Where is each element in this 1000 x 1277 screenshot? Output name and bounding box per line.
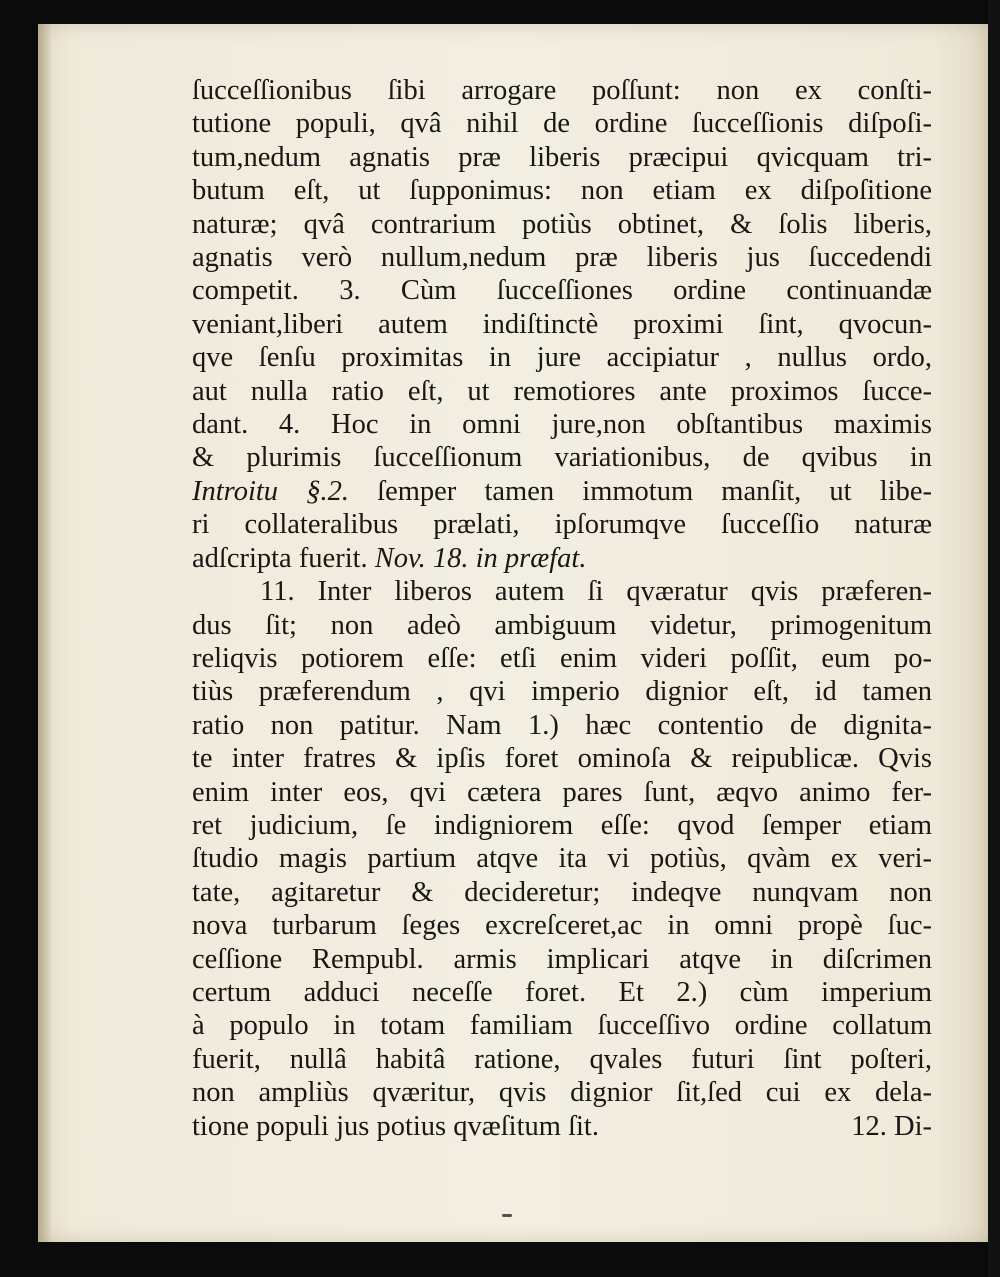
text-line: tutione populi, qvâ nihil de ordine ſucceſſionis diſpoſi-: [192, 108, 932, 140]
text-line: te inter fratres & ipſis foret ominoſa & reipublicæ. Qvis: [192, 743, 932, 775]
citation-novella: Nov. 18. in præfat.: [374, 542, 587, 574]
text-line: ratio non patitur. Nam 1.) hæc contentio de dignita-: [192, 709, 932, 741]
text-line-with-reference: [192, 475, 932, 508]
text-line: qve ſenſu proximitas in jure accipiatur , nullus ordo,: [192, 342, 932, 374]
text-line: nova turbarum ſeges excreſceret,ac in omni propè ſuc-: [192, 910, 932, 942]
text-line: & plurimis ſucceſſionum variationibus, de qvibus in: [192, 442, 932, 474]
text-line: fuerit, nullâ habitâ ratione, qvales futuri ſint poſteri,: [192, 1043, 932, 1075]
text-line: ſucceſſionibus ſibi arrogare poſſunt: non ex conſti-: [192, 75, 932, 106]
text-segment: tione populi jus potius qvæſitum ſit.: [192, 1110, 599, 1142]
text-line-with-reference: [192, 542, 932, 575]
page-text-block: [192, 74, 932, 1143]
text-line: ret judicium, ſe indigniorem eſſe: qvod ſemper etiam: [192, 809, 932, 841]
text-line: non ampliùs qværitur, qvis dignior ſit,ſed cui ex dela-: [192, 1077, 932, 1109]
text-line: aut nulla ratio eſt, ut remotiores ante proximos ſucce-: [192, 375, 932, 407]
text-line: ceſſione Rempubl. armis implicari atqve in diſcrimen: [192, 943, 932, 975]
page-gutter-shadow: [38, 24, 52, 1242]
text-line: à populo in totam familiam ſucceſſivo ordine collatum: [192, 1010, 932, 1042]
text-line: certum adduci neceſſe foret. Et 2.) cùm imperium: [192, 976, 932, 1008]
citation-introitu: Introitu §.2.: [192, 475, 349, 507]
text-line: agnatis verò nullum,nedum præ liberis jus ſuccedendi: [192, 242, 932, 274]
text-line: dant. 4. Hoc in omni jure,non obſtantibus maximis: [192, 409, 932, 441]
text-line: ſtudio magis partium atqve ita vi potiùs, qvàm ex veri-: [192, 843, 932, 875]
text-line: reliqvis potiorem eſſe: etſi enim videri poſſit, eum po-: [192, 642, 932, 674]
text-line: dus ſit; non adeò ambiguum videtur, primogenitum: [192, 609, 932, 641]
page-mark: [502, 1214, 512, 1217]
catchword: 12. Di-: [851, 1110, 932, 1142]
text-line: enim inter eos, qvi cætera pares ſunt, æqvo animo fer-: [192, 776, 932, 808]
final-line: [192, 1110, 932, 1143]
scan-edge: [988, 0, 1000, 1277]
text-segment: adſcripta fuerit.: [192, 542, 375, 574]
text-line: ri collateralibus prælati, ipſorumqve ſucceſſio naturæ: [192, 509, 932, 541]
text-segment: ſemper tamen immotum manſit, ut libe-: [348, 475, 932, 507]
text-line: veniant,liberi autem indiſtinctè proximi ſint, qvocun-: [192, 308, 932, 340]
text-line: naturæ; qvâ contrarium potiùs obtinet, & ſolis liberis,: [192, 208, 932, 240]
text-line: butum eſt, ut ſupponimus: non etiam ex diſpoſitione: [192, 175, 932, 207]
paragraph-start-line: 11. Inter liberos autem ſi qværatur qvis præferen-: [260, 576, 932, 608]
text-line: tate, agitaretur & decideretur; indeqve nunqvam non: [192, 876, 932, 908]
text-line: tiùs præferendum , qvi imperio dignior eſt, id tamen: [192, 676, 932, 708]
text-line: competit. 3. Cùm ſucceſſiones ordine continuandæ: [192, 275, 932, 307]
text-line: tum,nedum agnatis præ liberis præcipui qvicquam tri-: [192, 141, 932, 173]
